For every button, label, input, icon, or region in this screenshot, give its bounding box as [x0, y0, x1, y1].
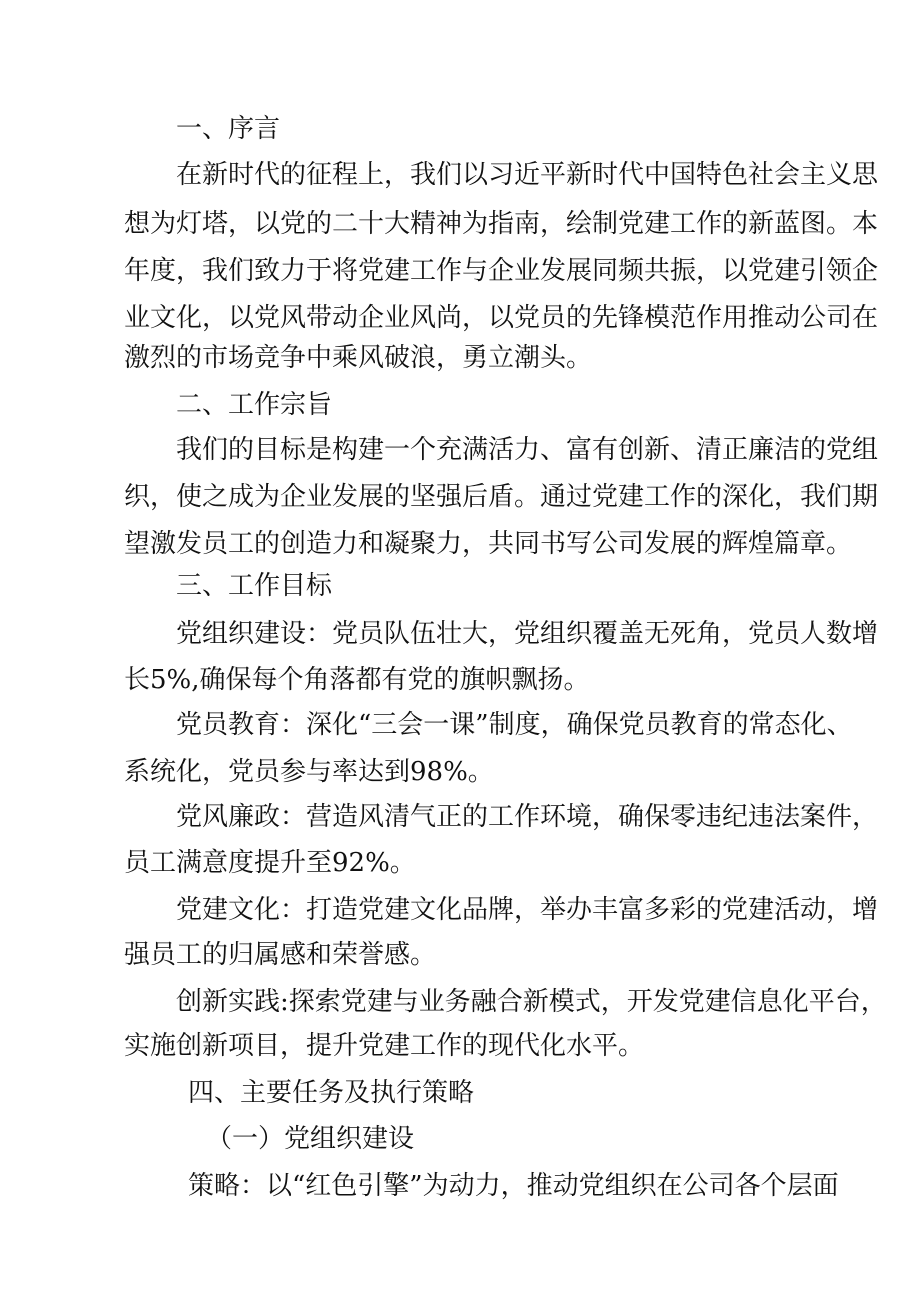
- paragraph-line: 党组织建设：党员队伍壮大，党组织覆盖无死角，党员人数增: [176, 619, 879, 649]
- paragraph-line: 党风廉政：营造风清气正的工作环境，确保零违纪违法案件，: [176, 802, 879, 832]
- paragraph-line: 实施创新项目，提升党建工作的现代化水平。: [124, 1031, 645, 1061]
- paragraph-line: 长5%,确保每个角落都有党的旗帜飘扬。: [124, 665, 590, 695]
- paragraph-line: 强员工的归属感和荣誉感。: [124, 940, 437, 970]
- paragraph-line: 党员教育：深化“三会一课”制度，确保党员教育的常态化、: [176, 710, 853, 740]
- paragraph-line: 党建文化：打造党建文化品牌，举办丰富多彩的党建活动，增: [176, 895, 879, 925]
- paragraph-line: 员工满意度提升至92%。: [124, 848, 416, 878]
- paragraph-line: 业文化，以党风带动企业风尚，以党员的先锋模范作用推动公司在: [124, 303, 879, 333]
- section-heading-purpose: 二、工作宗旨: [176, 390, 333, 420]
- subsection-heading: （一）党组织建设: [206, 1124, 415, 1154]
- paragraph-line: 望激发员工的创造力和凝聚力，共同书写公司发展的辉煌篇章。: [124, 529, 853, 559]
- paragraph-line: 我们的目标是构建一个充满活力、富有创新、清正廉洁的党组: [176, 435, 879, 465]
- section-heading-tasks: 四、主要任务及执行策略: [188, 1078, 475, 1108]
- paragraph-line: 激烈的市场竞争中乘风破浪，勇立潮头。: [124, 343, 593, 373]
- paragraph-line: 想为灯塔，以党的二十大精神为指南，绘制党建工作的新蓝图。本: [124, 209, 879, 239]
- paragraph-line: 策略：以“红色引擎”为动力，推动党组织在公司各个层面: [188, 1171, 839, 1201]
- section-heading-preface: 一、序言: [176, 114, 281, 144]
- paragraph-line: 创新实践:探索党建与业务融合新模式，开发党建信息化平台，: [176, 987, 887, 1017]
- paragraph-line: 在新时代的征程上，我们以习近平新时代中国特色社会主义思: [176, 160, 879, 190]
- section-heading-goals: 三、工作目标: [176, 571, 333, 601]
- paragraph-line: 年度，我们致力于将党建工作与企业发展同频共振，以党建引领企: [124, 256, 879, 286]
- paragraph-line: 织，使之成为企业发展的坚强后盾。通过党建工作的深化，我们期: [124, 482, 879, 512]
- paragraph-line: 系统化，党员参与率达到98%。: [124, 757, 494, 787]
